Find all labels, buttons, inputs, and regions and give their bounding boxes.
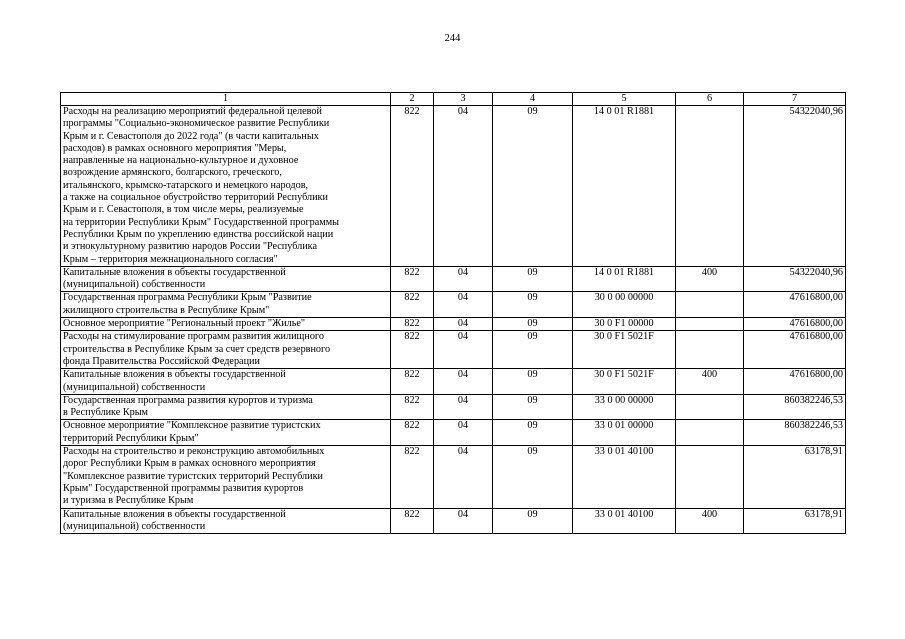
column-number: 5 <box>573 93 676 106</box>
table-row <box>61 318 846 331</box>
section-code: 04 <box>434 292 493 318</box>
ministry-code: 822 <box>391 318 434 331</box>
ministry-code: 822 <box>391 369 434 395</box>
column-number: 2 <box>391 93 434 106</box>
budget-table <box>60 92 846 534</box>
section-code: 04 <box>434 331 493 369</box>
amount: 47616800,00 <box>744 369 846 395</box>
section-code: 04 <box>434 369 493 395</box>
table-row <box>61 420 846 446</box>
row-description: Капитальные вложения в объекты государственной (муниципальной) собственности <box>61 266 391 292</box>
expense-type-code <box>676 420 744 446</box>
subsection-code: 09 <box>493 266 573 292</box>
subsection-code: 09 <box>493 394 573 420</box>
table-row <box>61 394 846 420</box>
subsection-code: 09 <box>493 446 573 508</box>
column-number: 7 <box>744 93 846 106</box>
amount: 54322040,96 <box>744 266 846 292</box>
expense-type-code <box>676 331 744 369</box>
subsection-code: 09 <box>493 318 573 331</box>
column-number: 4 <box>493 93 573 106</box>
row-description: Капитальные вложения в объекты государственной (муниципальной) собственности <box>61 508 391 534</box>
section-code: 04 <box>434 446 493 508</box>
subsection-code: 09 <box>493 292 573 318</box>
row-description: Государственная программа развития курортов и туризма в Республике Крым <box>61 394 391 420</box>
table-row <box>61 266 846 292</box>
row-description: Основное мероприятие "Региональный проект "Жилье" <box>61 318 391 331</box>
expense-type-code: 400 <box>676 266 744 292</box>
page-number: 244 <box>444 33 461 44</box>
expense-type-code <box>676 106 744 267</box>
target-article-code: 30 0 F1 00000 <box>573 318 676 331</box>
amount: 860382246,53 <box>744 420 846 446</box>
section-code: 04 <box>434 266 493 292</box>
table-row <box>61 508 846 534</box>
table-row <box>61 446 846 508</box>
row-description: Расходы на строительство и реконструкцию автомобильных дорог Республики Крым в рамках основного мероприятия "Комплексное развитие туристских территорий Республики Крым" Государственной программы развития курортов и туризма в Республике Крым <box>61 446 391 508</box>
column-number: 1 <box>61 93 391 106</box>
target-article-code: 33 0 00 00000 <box>573 394 676 420</box>
expense-type-code <box>676 446 744 508</box>
target-article-code: 30 0 00 00000 <box>573 292 676 318</box>
section-code: 04 <box>434 394 493 420</box>
section-code: 04 <box>434 106 493 267</box>
amount: 63178,91 <box>744 508 846 534</box>
row-description: Капитальные вложения в объекты государственной (муниципальной) собственности <box>61 369 391 395</box>
ministry-code: 822 <box>391 508 434 534</box>
table-row <box>61 369 846 395</box>
ministry-code: 822 <box>391 446 434 508</box>
table-row <box>61 106 846 267</box>
target-article-code: 33 0 01 40100 <box>573 508 676 534</box>
target-article-code: 33 0 01 40100 <box>573 446 676 508</box>
subsection-code: 09 <box>493 369 573 395</box>
row-description: Основное мероприятие "Комплексное развитие туристских территорий Республики Крым" <box>61 420 391 446</box>
row-description: Расходы на реализацию мероприятий федеральной целевой программы "Социально-экономическое развитие Республики Крым и г. Севастополя до 2022 года" (в части капитальных расходов) в рамках основного мероприятия "Меры, направленные на национально-культурное и духовное возрождение армянского, болгарского, греческого, итальянского, крымско-татарского и немецкого народов, а также на социальное обустройство территорий Республики Крым и г. Севастополя, в том числе меры, реализуемые на территории Республики Крым" Государственной программы Республики Крым по укреплению единства российской нации и этнокультурному развитию народов России "Республика Крым – территория межнационального согласия" <box>61 106 391 267</box>
table-row <box>61 331 846 369</box>
row-description: Государственная программа Республики Крым "Развитие жилищного строительства в Республике Крым" <box>61 292 391 318</box>
expense-type-code: 400 <box>676 508 744 534</box>
ministry-code: 822 <box>391 420 434 446</box>
section-code: 04 <box>434 318 493 331</box>
target-article-code: 33 0 01 00000 <box>573 420 676 446</box>
expense-type-code <box>676 318 744 331</box>
ministry-code: 822 <box>391 106 434 267</box>
column-number: 6 <box>676 93 744 106</box>
ministry-code: 822 <box>391 394 434 420</box>
ministry-code: 822 <box>391 331 434 369</box>
section-code: 04 <box>434 420 493 446</box>
amount: 47616800,00 <box>744 292 846 318</box>
target-article-code: 14 0 01 R1881 <box>573 266 676 292</box>
target-article-code: 30 0 F1 5021F <box>573 331 676 369</box>
column-number-row <box>61 93 846 106</box>
column-number: 3 <box>434 93 493 106</box>
target-article-code: 14 0 01 R1881 <box>573 106 676 267</box>
section-code: 04 <box>434 508 493 534</box>
expense-type-code <box>676 292 744 318</box>
subsection-code: 09 <box>493 331 573 369</box>
amount: 860382246,53 <box>744 394 846 420</box>
ministry-code: 822 <box>391 266 434 292</box>
expense-type-code: 400 <box>676 369 744 395</box>
amount: 63178,91 <box>744 446 846 508</box>
table-row <box>61 292 846 318</box>
target-article-code: 30 0 F1 5021F <box>573 369 676 395</box>
amount: 54322040,96 <box>744 106 846 267</box>
subsection-code: 09 <box>493 106 573 267</box>
expense-type-code <box>676 394 744 420</box>
row-description: Расходы на стимулирование программ развития жилищного строительства в Республике Крым за счет средств резервного фонда Правительства Российской Федерации <box>61 331 391 369</box>
ministry-code: 822 <box>391 292 434 318</box>
amount: 47616800,00 <box>744 318 846 331</box>
subsection-code: 09 <box>493 420 573 446</box>
amount: 47616800,00 <box>744 331 846 369</box>
subsection-code: 09 <box>493 508 573 534</box>
